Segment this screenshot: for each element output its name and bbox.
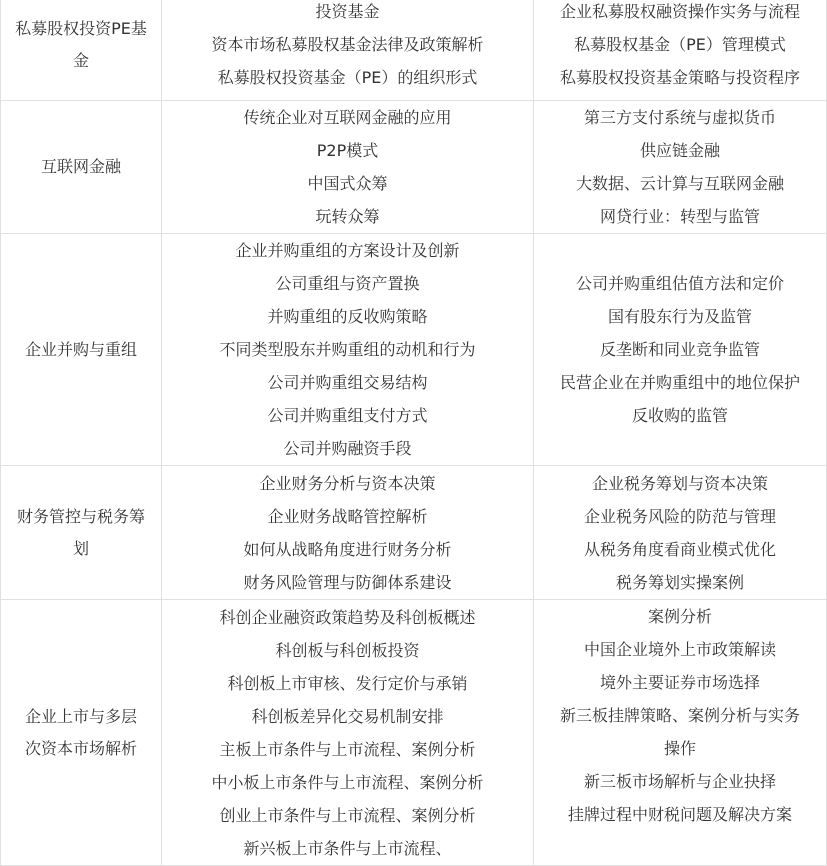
topics-left xyxy=(162,0,534,101)
topic-item: 企业税务筹划与资本决策 xyxy=(591,473,768,493)
topic-item: 新三板市场解析与企业抉择 xyxy=(583,772,776,791)
topic-item: 如何从战略角度进行财务分析 xyxy=(243,539,452,559)
topic-item: P2P模式 xyxy=(316,141,379,160)
table-row xyxy=(1,600,827,866)
topic-item: 税务筹划实操案例 xyxy=(615,572,744,592)
category-line: 财务管控与税务筹 xyxy=(16,506,145,526)
topic-item: 操作 xyxy=(663,739,696,758)
category-cell xyxy=(1,101,162,234)
topic-item: 公司重组与资产置换 xyxy=(275,274,420,293)
topic-item: 公司并购重组交易结构 xyxy=(267,373,428,392)
topic-item: 公司并购重组支付方式 xyxy=(267,406,428,425)
category-line: 划 xyxy=(72,538,89,558)
topic-item: 从税务角度看商业模式优化 xyxy=(583,539,776,559)
topic-item: 并购重组的反收购策略 xyxy=(267,307,428,326)
category-cell xyxy=(1,600,162,866)
topics-right xyxy=(534,466,827,600)
topic-item: 企业税务风险的防范与管理 xyxy=(583,506,776,526)
topics-right xyxy=(534,101,827,234)
topic-item: 私募股权基金（PE）管理模式 xyxy=(574,35,786,54)
table-row xyxy=(1,234,827,466)
topics-left xyxy=(162,466,534,600)
topic-item: 中国企业境外上市政策解读 xyxy=(583,640,776,659)
table-row xyxy=(1,101,827,234)
category-line: 次资本市场解析 xyxy=(24,738,137,758)
topic-item: 供应链金融 xyxy=(639,141,720,160)
topic-item: 新兴板上市条件与上市流程、 xyxy=(243,838,452,858)
topic-item: 网贷行业：转型与监管 xyxy=(599,207,760,226)
topic-item: 主板上市条件与上市流程、案例分析 xyxy=(219,739,476,759)
topic-item: 科创板与科创板投资 xyxy=(275,640,420,660)
category-cell xyxy=(1,0,162,101)
topic-item: 投资基金 xyxy=(315,2,380,21)
topic-item: 挂牌过程中财税问题及解决方案 xyxy=(567,805,792,824)
topic-item: 企业财务分析与资本决策 xyxy=(259,473,436,493)
topics-left xyxy=(162,600,534,866)
table-row xyxy=(1,466,827,600)
topic-item: 不同类型股东并购重组的动机和行为 xyxy=(219,340,476,359)
topic-item: 案例分析 xyxy=(647,607,712,626)
topics-left xyxy=(162,101,534,234)
category-cell xyxy=(1,234,162,466)
category-cell xyxy=(1,466,162,600)
topic-item: 科创企业融资政策趋势及科创板概述 xyxy=(219,607,476,627)
topic-item: 第三方支付系统与虚拟货币 xyxy=(583,108,776,127)
topic-item: 玩转众筹 xyxy=(315,207,380,226)
topic-item: 境外主要证券市场选择 xyxy=(599,673,760,692)
category-line: 私募股权投资PE基 xyxy=(15,18,147,38)
topic-item: 国有股东行为及监管 xyxy=(607,307,752,326)
topic-item: 中国式众筹 xyxy=(307,174,388,193)
topic-item: 企业财务战略管控解析 xyxy=(267,506,428,526)
topic-item: 私募股权投资基金（PE）的组织形式 xyxy=(217,68,478,87)
category-line: 互联网金融 xyxy=(40,157,121,176)
topic-item: 科创板差异化交易机制安排 xyxy=(251,706,444,726)
topic-item: 反垄断和同业竞争监管 xyxy=(599,340,760,359)
topic-item: 新三板挂牌策略、案例分析与实务 xyxy=(559,706,800,725)
topic-item: 大数据、云计算与互联网金融 xyxy=(575,174,784,193)
topic-item: 创业上市条件与上市流程、案例分析 xyxy=(219,805,476,825)
topic-item: 公司并购融资手段 xyxy=(283,439,412,458)
topic-item: 资本市场私募股权基金法律及政策解析 xyxy=(211,35,484,54)
category-line: 企业上市与多层 xyxy=(24,706,137,726)
category-line: 金 xyxy=(72,50,89,70)
topics-right xyxy=(534,0,827,101)
topic-item: 民营企业在并购重组中的地位保护 xyxy=(559,373,800,392)
topic-item: 企业并购重组的方案设计及创新 xyxy=(235,241,460,260)
table-row xyxy=(1,0,827,101)
topic-item: 企业私募股权融资操作实务与流程 xyxy=(559,2,800,21)
topic-item: 科创板上市审核、发行定价与承销 xyxy=(227,673,468,693)
topic-item: 中小板上市条件与上市流程、案例分析 xyxy=(211,772,484,792)
topics-right xyxy=(534,600,827,866)
topic-item: 财务风险管理与防御体系建设 xyxy=(243,572,452,592)
category-line: 企业并购与重组 xyxy=(24,339,137,359)
topic-item: 传统企业对互联网金融的应用 xyxy=(243,108,452,127)
topic-item: 私募股权投资基金策略与投资程序 xyxy=(559,68,800,87)
topics-right xyxy=(534,234,827,466)
topics-left xyxy=(162,234,534,466)
topic-item: 公司并购重组估值方法和定价 xyxy=(575,274,784,293)
topic-item: 反收购的监管 xyxy=(631,406,728,425)
